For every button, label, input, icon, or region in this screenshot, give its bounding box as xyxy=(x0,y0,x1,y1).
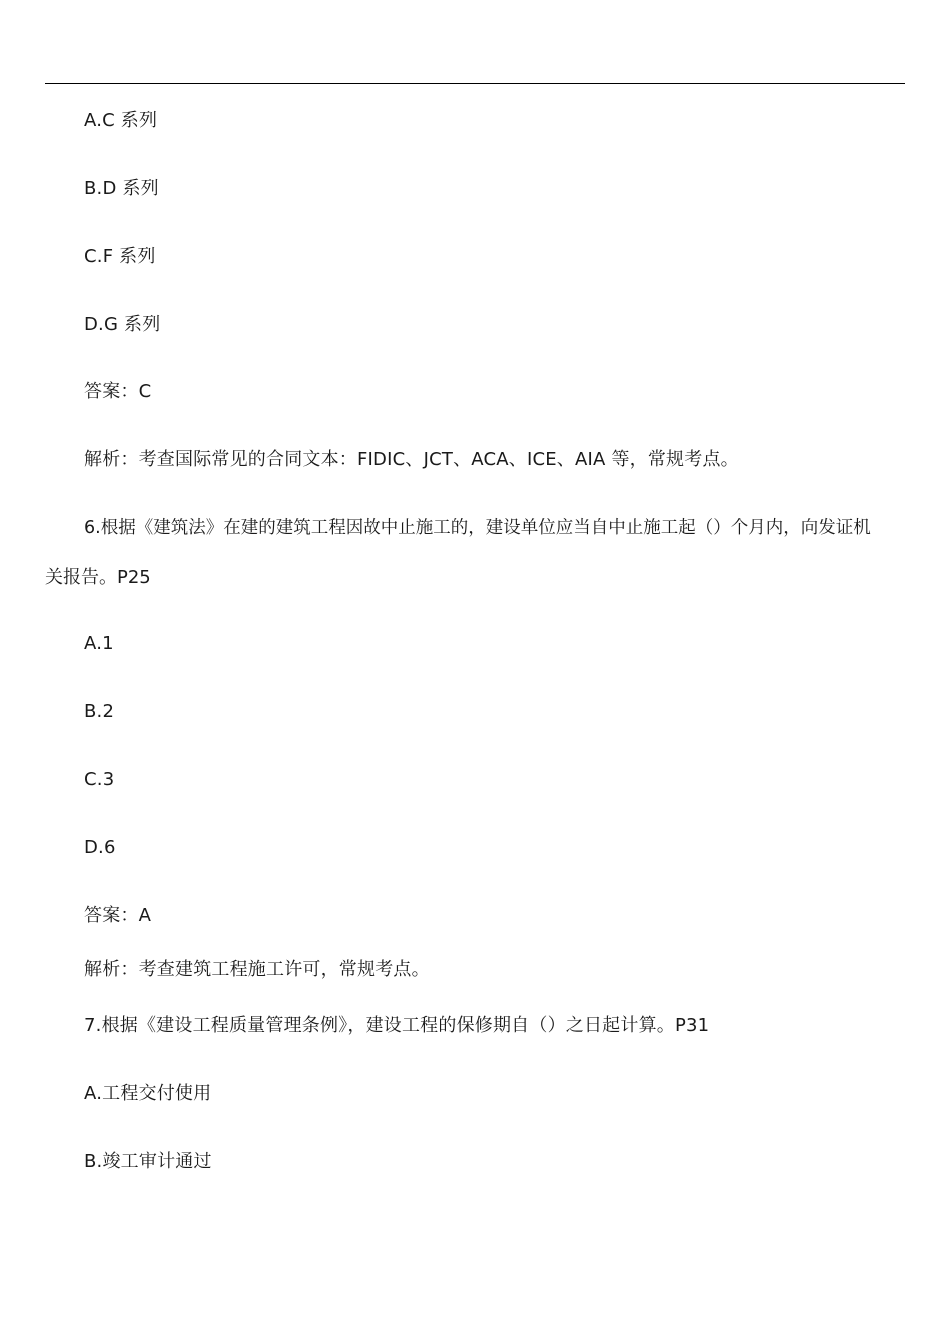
q6-option-c: C.3 xyxy=(84,769,115,790)
q5-option-d: D.G 系列 xyxy=(84,314,161,335)
q5-answer: 答案：C xyxy=(84,381,152,402)
q6-answer: 答案：A xyxy=(84,905,152,926)
q5-analysis: 解析：考查国际常见的合同文本：FIDIC、JCT、ACA、ICE、AIA 等，常规考点。 xyxy=(84,449,739,470)
q5-option-b: B.D 系列 xyxy=(84,178,159,199)
q6-option-a: A.1 xyxy=(84,633,114,654)
q5-option-c: C.F 系列 xyxy=(84,246,156,267)
q6-option-d: D.6 xyxy=(84,837,116,858)
q6-option-b: B.2 xyxy=(84,701,115,722)
q7-stem: 7.根据《建设工程质量管理条例》，建设工程的保修期自（）之日起计算。P31 xyxy=(84,1015,710,1036)
header-rule xyxy=(45,83,905,84)
q6-stem-line2: 关报告。P25 xyxy=(45,567,151,588)
q7-option-b: B.竣工审计通过 xyxy=(84,1151,212,1172)
q6-analysis: 解析：考查建筑工程施工许可，常规考点。 xyxy=(84,959,430,980)
q5-option-a: A.C 系列 xyxy=(84,110,158,131)
q7-option-a: A.工程交付使用 xyxy=(84,1083,212,1104)
q6-stem-line1: 6.根据《建筑法》在建的建筑工程因故中止施工的，建设单位应当自中止施工起（）个月内，向发证机 xyxy=(84,518,871,538)
